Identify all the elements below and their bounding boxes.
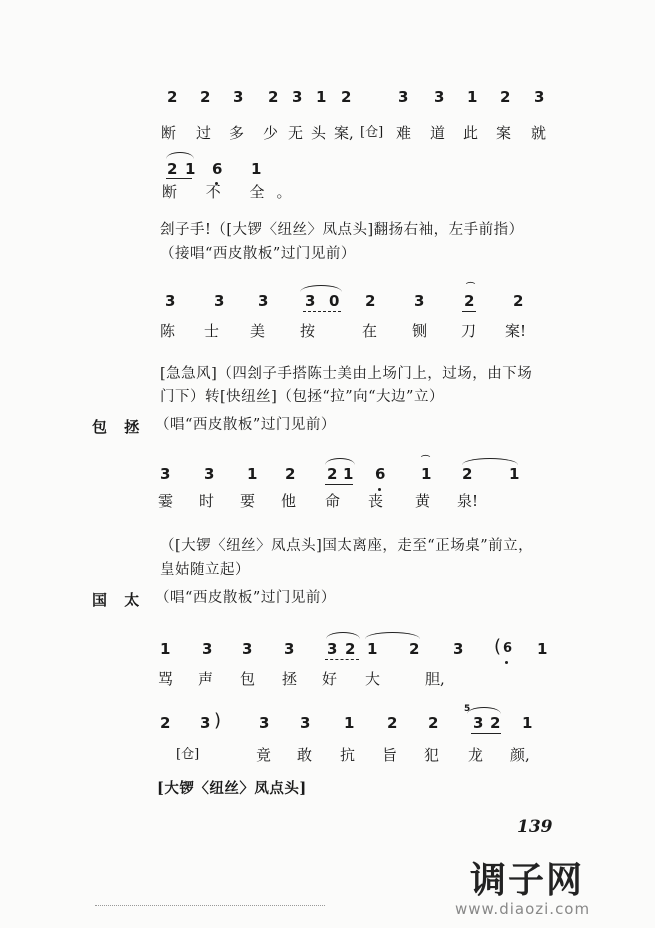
note: 1 xyxy=(467,88,478,106)
note: 2 xyxy=(500,88,511,106)
lyric-char: 犯 xyxy=(424,746,440,764)
note: 3 xyxy=(284,640,295,658)
note: 3 xyxy=(327,640,338,658)
lyric-char: 包 xyxy=(240,670,256,688)
low-octave-dot xyxy=(378,488,381,491)
underline-mark xyxy=(166,178,192,179)
role-name: 国 太 xyxy=(92,591,146,609)
note: 2 xyxy=(462,465,473,483)
note: 3 xyxy=(233,88,244,106)
lyric-char: [仓] xyxy=(360,125,384,140)
note: 3 xyxy=(242,640,253,658)
note: 2 xyxy=(268,88,279,106)
lyric-char: 骂 xyxy=(158,670,174,688)
underline-mark xyxy=(325,484,353,485)
stage-direction: 门下）转[快纽丝]（包拯“拉”向“大边”立） xyxy=(160,389,444,405)
note: 3 xyxy=(453,640,464,658)
note: 3 xyxy=(202,640,213,658)
lyric-char: 刀 xyxy=(461,322,477,340)
lyric-line-2: 断 不 全。 xyxy=(162,183,304,201)
lyric-char: 难 xyxy=(396,124,412,142)
lyric-char: 抗 xyxy=(340,746,356,764)
note: 3 xyxy=(204,465,215,483)
note: 2 xyxy=(160,714,171,732)
lyric-char: 此 xyxy=(463,124,479,142)
watermark-url: www.diaozi.com xyxy=(455,900,591,918)
lyric-char: 声 xyxy=(198,670,214,688)
lyric-char: 无 xyxy=(288,124,304,142)
stage-direction: （唱“西皮散板”过门见前） xyxy=(155,417,336,433)
note: 2 xyxy=(490,714,501,732)
note: 2 xyxy=(428,714,439,732)
lyric-char: 霎 xyxy=(158,492,174,510)
note: 1 xyxy=(316,88,327,106)
lyric-char: 丧 xyxy=(368,492,384,510)
fermata-mark: ⌒ xyxy=(421,456,431,466)
low-octave-dot xyxy=(505,661,508,664)
bracket-mark: ) xyxy=(214,710,222,731)
note: 2 xyxy=(341,88,352,106)
lyric-char: 士 xyxy=(204,322,220,340)
note: 3 xyxy=(305,292,316,310)
lyric-char: 竟 xyxy=(256,746,272,764)
lyric-char: 案 xyxy=(496,124,512,142)
note: 1 xyxy=(247,465,258,483)
note: 6 xyxy=(375,465,386,483)
slur-mark xyxy=(326,632,360,639)
lyric-char: 胆, xyxy=(425,670,445,688)
lyric-char: 龙 xyxy=(468,746,484,764)
note: 3 xyxy=(214,292,225,310)
lyric-char: 要 xyxy=(240,492,256,510)
note: 1 xyxy=(509,465,520,483)
grace-note: 5 xyxy=(464,704,471,714)
lyric-char: 在 xyxy=(362,322,378,340)
note: 2 xyxy=(513,292,524,310)
role-name: 包 拯 xyxy=(92,418,146,436)
lyric-char: 时 xyxy=(199,492,215,510)
note: 1 xyxy=(251,160,262,178)
note: 2 xyxy=(327,465,338,483)
note: 3 xyxy=(292,88,303,106)
note: 2 xyxy=(365,292,376,310)
scan-artifact xyxy=(95,905,325,906)
note: 3 xyxy=(534,88,545,106)
lyric-char: 少 xyxy=(263,124,279,142)
note: 2 xyxy=(345,640,356,658)
note: 0 xyxy=(329,292,340,310)
stage-direction: [大锣〈纽丝〉凤点头] xyxy=(157,780,307,797)
lyric-char: [仓] xyxy=(176,747,200,762)
stage-direction: （唱“西皮散板”过门见前） xyxy=(155,590,336,606)
note: 3 xyxy=(300,714,311,732)
note: 1 xyxy=(344,714,355,732)
lyric-char: 他 xyxy=(281,492,297,510)
note: 3 xyxy=(398,88,409,106)
note: 1 xyxy=(160,640,171,658)
note: 3 xyxy=(200,714,211,732)
lyric-char: 陈 xyxy=(160,322,176,340)
note: 1 xyxy=(537,640,548,658)
lyric-char: 就 xyxy=(531,124,547,142)
lyric-char: 旨 xyxy=(382,746,398,764)
note: 3 xyxy=(473,714,484,732)
note: 3 xyxy=(434,88,445,106)
lyric-char: 美 xyxy=(250,322,266,340)
note: 2 xyxy=(464,292,475,310)
lyric-char: 道 xyxy=(430,124,446,142)
note: 1 xyxy=(421,465,432,483)
note: 3 xyxy=(259,714,270,732)
note: 1 xyxy=(185,160,196,178)
watermark-logo: 调子网 xyxy=(470,860,585,901)
page-number: 139 xyxy=(517,817,553,837)
underline-mark xyxy=(303,311,341,312)
note: 6 xyxy=(212,160,223,178)
stage-direction: 刽子手!（[大锣〈纽丝〉凤点头]翻扬右袖，左手前指） xyxy=(160,222,524,238)
note: 2 xyxy=(167,88,178,106)
slur-mark xyxy=(462,458,518,465)
lyric-char: 案! xyxy=(505,322,527,340)
note: 6 xyxy=(503,641,513,656)
lyric-char: 颜, xyxy=(510,746,530,764)
stage-direction: [急急风]（四刽子手搭陈士美由上场门上，过场，由下场 xyxy=(160,366,533,382)
stage-direction: 皇姑随立起） xyxy=(160,562,250,578)
slur-mark xyxy=(300,285,342,292)
lyric-char: 大 xyxy=(365,670,381,688)
note: 3 xyxy=(258,292,269,310)
slur-mark xyxy=(467,707,501,714)
lyric-char: 案, xyxy=(334,124,354,142)
stage-direction: （[大锣〈纽丝〉凤点头]国太离座，走至“正场桌”前立， xyxy=(160,538,534,554)
fermata-mark: ⌒ xyxy=(466,283,476,293)
lyric-char: 过 xyxy=(196,124,212,142)
slur-mark xyxy=(365,632,420,639)
note: 1 xyxy=(522,714,533,732)
note: 1 xyxy=(367,640,378,658)
underline-mark xyxy=(462,311,476,312)
lyric-char: 黄 xyxy=(415,492,431,510)
note: 2 xyxy=(285,465,296,483)
lyric-char: 铡 xyxy=(412,322,428,340)
lyric-char: 命 xyxy=(325,492,341,510)
lyric-char: 好 xyxy=(322,670,338,688)
lyric-char: 按 xyxy=(300,322,316,340)
lyric-char: 拯 xyxy=(282,670,298,688)
note: 2 xyxy=(409,640,420,658)
underline-mark xyxy=(325,659,359,660)
note: 3 xyxy=(165,292,176,310)
note: 1 xyxy=(343,465,354,483)
underline-mark xyxy=(471,733,501,734)
lyric-char: 头 xyxy=(311,124,327,142)
lyric-char: 多 xyxy=(229,124,245,142)
slur-mark xyxy=(166,152,194,159)
note: 2 xyxy=(167,160,178,178)
bracket-mark: ( xyxy=(494,636,502,657)
lyric-char: 断 xyxy=(161,124,177,142)
lyric-char: 敢 xyxy=(297,746,313,764)
note: 3 xyxy=(414,292,425,310)
slur-mark xyxy=(325,458,355,465)
lyric-char: 泉! xyxy=(457,492,479,510)
note: 2 xyxy=(200,88,211,106)
note: 2 xyxy=(387,714,398,732)
stage-direction: （接唱“西皮散板”过门见前） xyxy=(160,246,356,262)
note: 3 xyxy=(160,465,171,483)
